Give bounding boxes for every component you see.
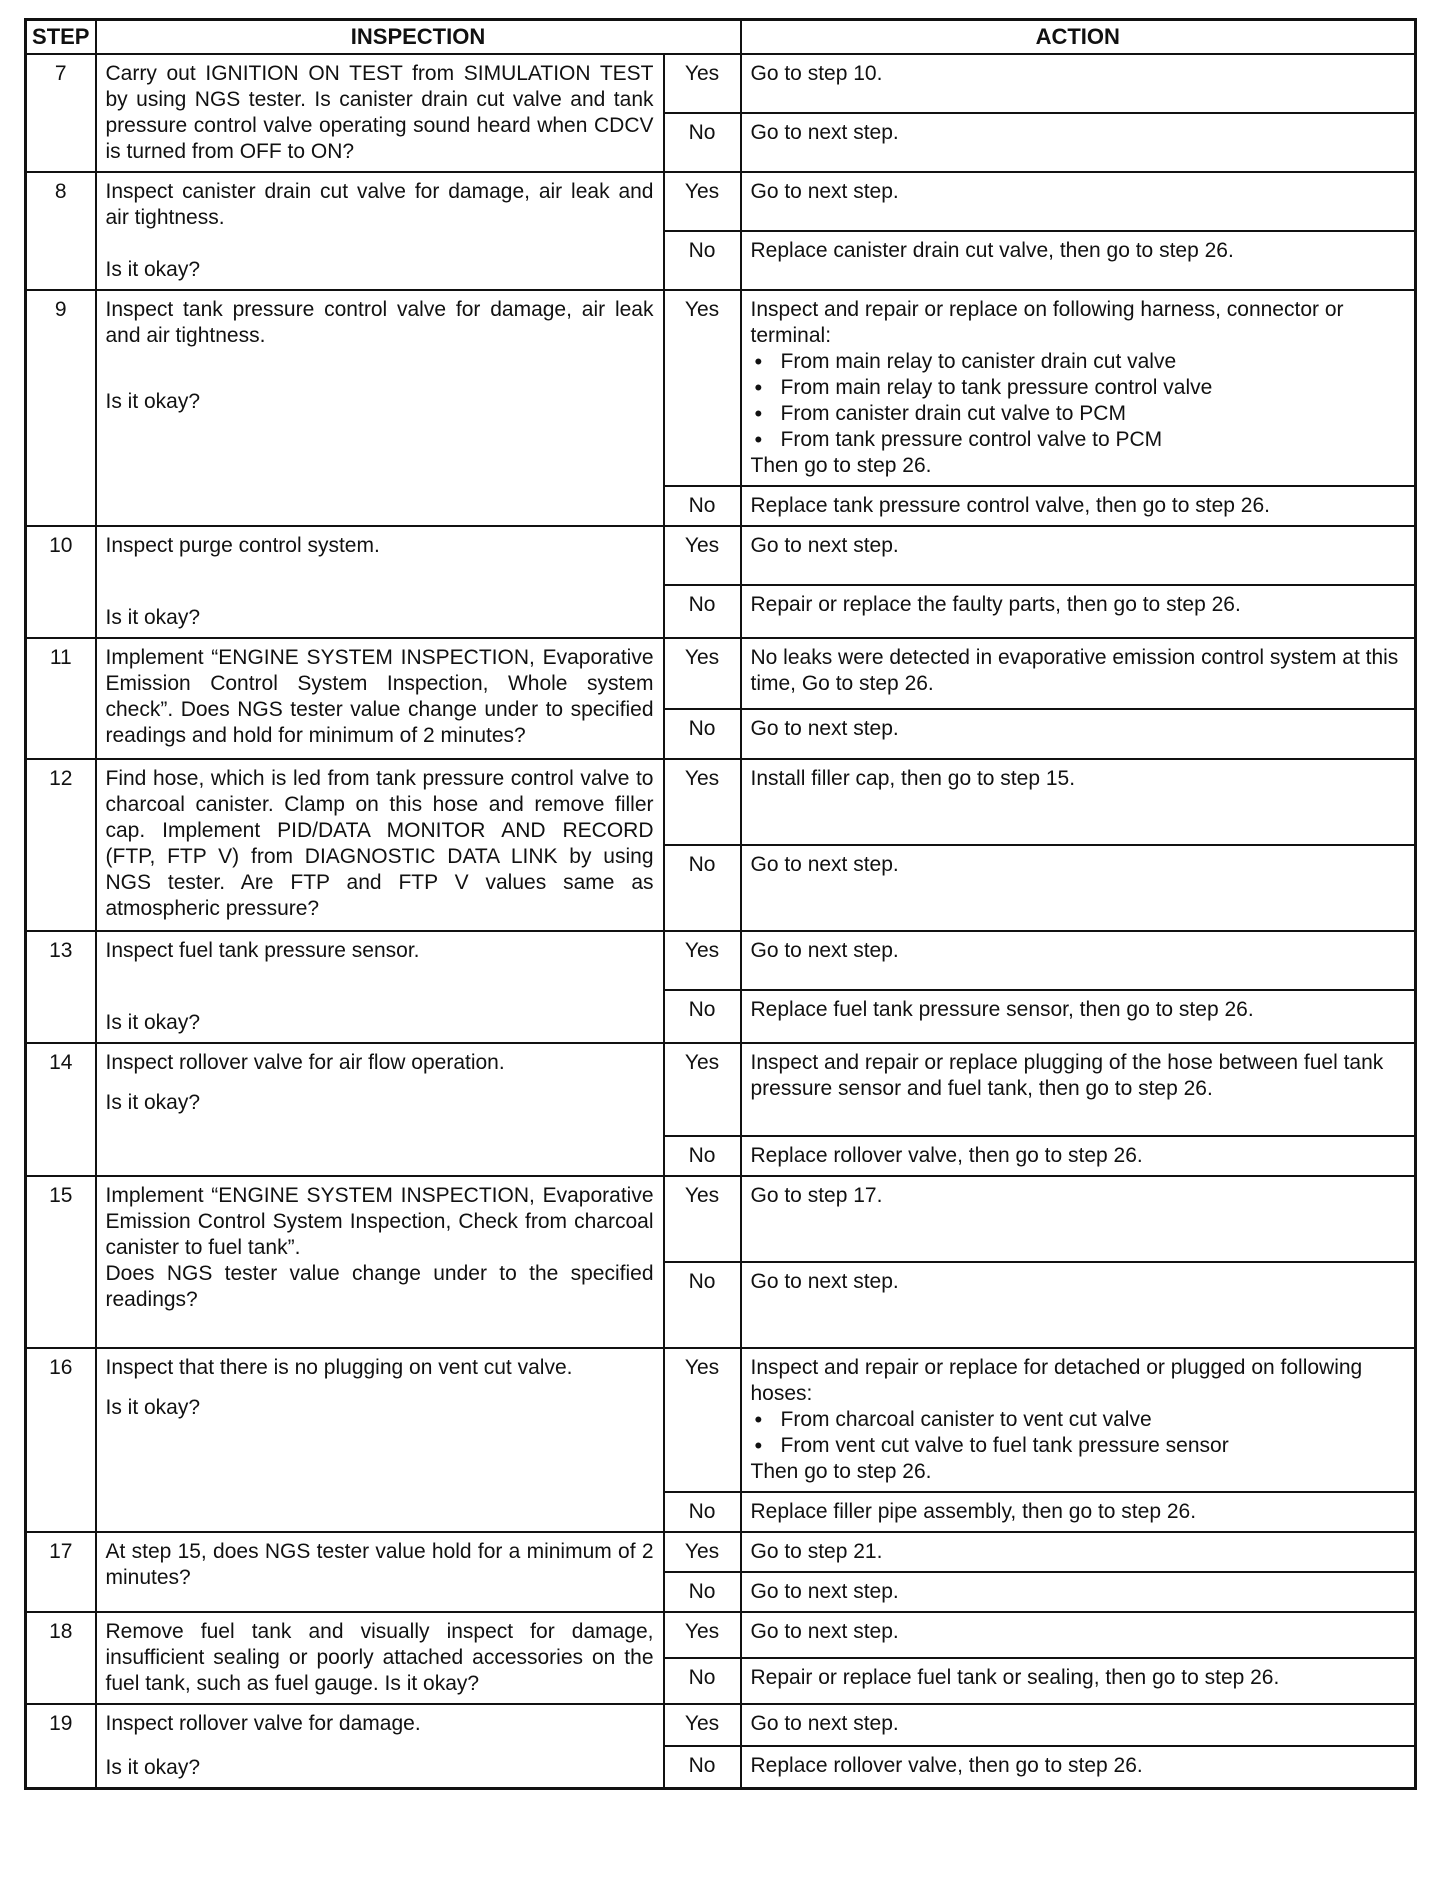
inspection-text: Inspect that there is no plugging on vent cut valve.: [105, 1356, 573, 1379]
no-label: No: [664, 113, 741, 172]
step-number: 19: [26, 1704, 96, 1788]
yes-action: Go to next step.: [741, 526, 1416, 585]
header-step: STEP: [26, 20, 96, 55]
table-row: [26, 1348, 1416, 1492]
inspection-text: Inspect canister drain cut valve for damage, air leak and air tightness.: [105, 180, 654, 229]
yes-action: Inspect and repair or replace plugging of the hose between fuel tank pressure sensor and fuel tank, then go to step 26.: [741, 1043, 1416, 1136]
inspection-cell: [96, 1704, 664, 1788]
yes-action: [741, 1348, 1416, 1492]
yes-label: Yes: [664, 931, 741, 990]
action-bullet: • From main relay to canister drain cut valve: [751, 349, 1406, 375]
step-number: 11: [26, 638, 96, 759]
no-label: No: [664, 1658, 741, 1704]
inspection-text: Inspect purge control system.: [105, 534, 380, 557]
table-row: [26, 290, 1416, 486]
no-label: No: [664, 990, 741, 1043]
inspection-text: Inspect tank pressure control valve for damage, air leak and air tightness.: [105, 298, 654, 347]
yes-action: Install filler cap, then go to step 15.: [741, 759, 1416, 845]
yes-action: Go to step 21.: [741, 1532, 1416, 1572]
table-row: [26, 759, 1416, 845]
no-label: No: [664, 709, 741, 759]
action-intro: Inspect and repair or replace for detached or plugged on following hoses:: [750, 1356, 1363, 1405]
no-action: Go to next step.: [741, 1262, 1416, 1348]
inspection-text: Inspect rollover valve for air flow operation.: [105, 1051, 505, 1074]
action-bullet: • From canister drain cut valve to PCM: [751, 401, 1406, 427]
inspection-text: At step 15, does NGS tester value hold for a minimum of 2 minutes?: [105, 1540, 654, 1589]
yes-label: Yes: [664, 290, 741, 486]
inspection-text: Inspect fuel tank pressure sensor.: [105, 939, 420, 962]
inspection-cell: [96, 54, 664, 172]
no-label: No: [664, 1492, 741, 1532]
inspection-question: Is it okay?: [105, 1755, 201, 1779]
inspection-text: Inspect rollover valve for damage.: [105, 1712, 421, 1735]
no-label: No: [664, 845, 741, 931]
no-action: Replace tank pressure control valve, then go to step 26.: [741, 486, 1416, 526]
table-row: [26, 1532, 1416, 1572]
inspection-text-2: Does NGS tester value change under to the specified readings?: [105, 1262, 654, 1311]
step-number: 8: [26, 172, 96, 290]
yes-label: Yes: [664, 1043, 741, 1136]
yes-label: Yes: [664, 526, 741, 585]
no-label: No: [664, 486, 741, 526]
no-action: Replace fuel tank pressure sensor, then go to step 26.: [741, 990, 1416, 1043]
action-bullet: • From charcoal canister to vent cut valve: [751, 1407, 1406, 1433]
inspection-question: Is it okay?: [105, 390, 201, 413]
step-number: 7: [26, 54, 96, 172]
no-action: Go to next step.: [741, 845, 1416, 931]
table-row: [26, 1612, 1416, 1658]
table-row: [26, 1176, 1416, 1262]
inspection-text: Remove fuel tank and visually inspect for damage, insufficient sealing or poorly attached accessories on the fuel tank, such as fuel gauge. Is it okay?: [105, 1620, 654, 1695]
step-number: 14: [26, 1043, 96, 1176]
table-row: [26, 931, 1416, 990]
inspection-text: Implement “ENGINE SYSTEM INSPECTION, Evaporative Emission Control System Inspection, Whole system check”. Does NGS tester value change under to specified readings and hold for minimum of 2 minutes?: [105, 646, 654, 747]
inspection-question: Is it okay?: [105, 258, 201, 281]
yes-action: Go to next step.: [741, 172, 1416, 231]
inspection-cell: [96, 1043, 664, 1176]
inspection-text: Find hose, which is led from tank pressure control valve to charcoal canister. Clamp on this hose and remove filler cap. Implement PID/DATA MONITOR AND RECORD (FTP, FTP V) from DIAGNOSTIC DATA LINK by using NGS tester. Are FTP and FTP V values same as atmospheric pressure?: [105, 767, 654, 920]
action-outro: Then go to step 26.: [750, 1460, 932, 1483]
inspection-cell: [96, 172, 664, 290]
action-bullet: • From vent cut valve to fuel tank pressure sensor: [751, 1433, 1406, 1459]
table-row: [26, 1043, 1416, 1136]
no-label: No: [664, 585, 741, 638]
no-action: Go to next step.: [741, 113, 1416, 172]
action-bullet-list: [751, 1407, 1406, 1459]
yes-label: Yes: [664, 759, 741, 845]
step-number: 9: [26, 290, 96, 526]
action-bullet: • From main relay to tank pressure control valve: [751, 375, 1406, 401]
yes-label: Yes: [664, 638, 741, 709]
table-row: [26, 526, 1416, 585]
no-action: Replace filler pipe assembly, then go to step 26.: [741, 1492, 1416, 1532]
no-label: No: [664, 1572, 741, 1612]
yes-action: No leaks were detected in evaporative emission control system at this time, Go to step 26.: [741, 638, 1416, 709]
table-row: [26, 54, 1416, 113]
step-number: 12: [26, 759, 96, 931]
no-label: No: [664, 231, 741, 290]
yes-action: Go to next step.: [741, 1612, 1416, 1658]
no-action: Replace canister drain cut valve, then go to step 26.: [741, 231, 1416, 290]
yes-label: Yes: [664, 1532, 741, 1572]
no-action: Go to next step.: [741, 709, 1416, 759]
inspection-question: Is it okay?: [105, 1091, 201, 1114]
no-label: No: [664, 1262, 741, 1348]
table-row: [26, 638, 1416, 709]
no-action: Replace rollover valve, then go to step 26.: [741, 1746, 1416, 1788]
inspection-question: Is it okay?: [105, 1011, 201, 1034]
inspection-cell: [96, 759, 664, 931]
yes-label: Yes: [664, 1348, 741, 1492]
table-row: [26, 1704, 1416, 1746]
action-bullet-list: [751, 349, 1406, 453]
inspection-question: Is it okay?: [105, 1396, 201, 1419]
action-bullet: • From tank pressure control valve to PCM: [751, 427, 1406, 453]
inspection-cell: [96, 1348, 664, 1532]
inspection-cell: [96, 1532, 664, 1612]
inspection-cell: [96, 931, 664, 1043]
step-number: 17: [26, 1532, 96, 1612]
header-action: ACTION: [741, 20, 1416, 55]
inspection-text: Implement “ENGINE SYSTEM INSPECTION, Evaporative Emission Control System Inspection, Check from charcoal canister to fuel tank”.: [105, 1184, 654, 1259]
no-label: No: [664, 1136, 741, 1176]
yes-label: Yes: [664, 1612, 741, 1658]
step-number: 16: [26, 1348, 96, 1532]
yes-label: Yes: [664, 54, 741, 113]
inspection-cell: [96, 526, 664, 638]
yes-action: Go to next step.: [741, 931, 1416, 990]
inspection-cell: [96, 290, 664, 526]
table-header-row: [26, 20, 1416, 55]
no-action: Repair or replace fuel tank or sealing, then go to step 26.: [741, 1658, 1416, 1704]
no-action: Repair or replace the faulty parts, then go to step 26.: [741, 585, 1416, 638]
yes-action: Go to step 10.: [741, 54, 1416, 113]
action-outro: Then go to step 26.: [750, 454, 932, 477]
no-action: Replace rollover valve, then go to step 26.: [741, 1136, 1416, 1176]
action-intro: Inspect and repair or replace on following harness, connector or terminal:: [750, 298, 1344, 347]
yes-label: Yes: [664, 172, 741, 231]
no-action: Go to next step.: [741, 1572, 1416, 1612]
inspection-cell: [96, 638, 664, 759]
diagnostic-table: [24, 18, 1417, 1790]
no-label: No: [664, 1746, 741, 1788]
yes-action: Go to next step.: [741, 1704, 1416, 1746]
yes-action: Go to step 17.: [741, 1176, 1416, 1262]
header-inspection: INSPECTION: [96, 20, 741, 55]
step-number: 15: [26, 1176, 96, 1348]
inspection-cell: [96, 1612, 664, 1704]
yes-action: [741, 290, 1416, 486]
inspection-question: Is it okay?: [105, 606, 201, 629]
step-number: 13: [26, 931, 96, 1043]
inspection-text: Carry out IGNITION ON TEST from SIMULATION TEST by using NGS tester. Is canister drain cut valve and tank pressure control valve operating sound heard when CDCV is turned from OFF to ON?: [105, 62, 654, 163]
yes-label: Yes: [664, 1704, 741, 1746]
step-number: 18: [26, 1612, 96, 1704]
inspection-cell: [96, 1176, 664, 1348]
yes-label: Yes: [664, 1176, 741, 1262]
step-number: 10: [26, 526, 96, 638]
table-row: [26, 172, 1416, 231]
